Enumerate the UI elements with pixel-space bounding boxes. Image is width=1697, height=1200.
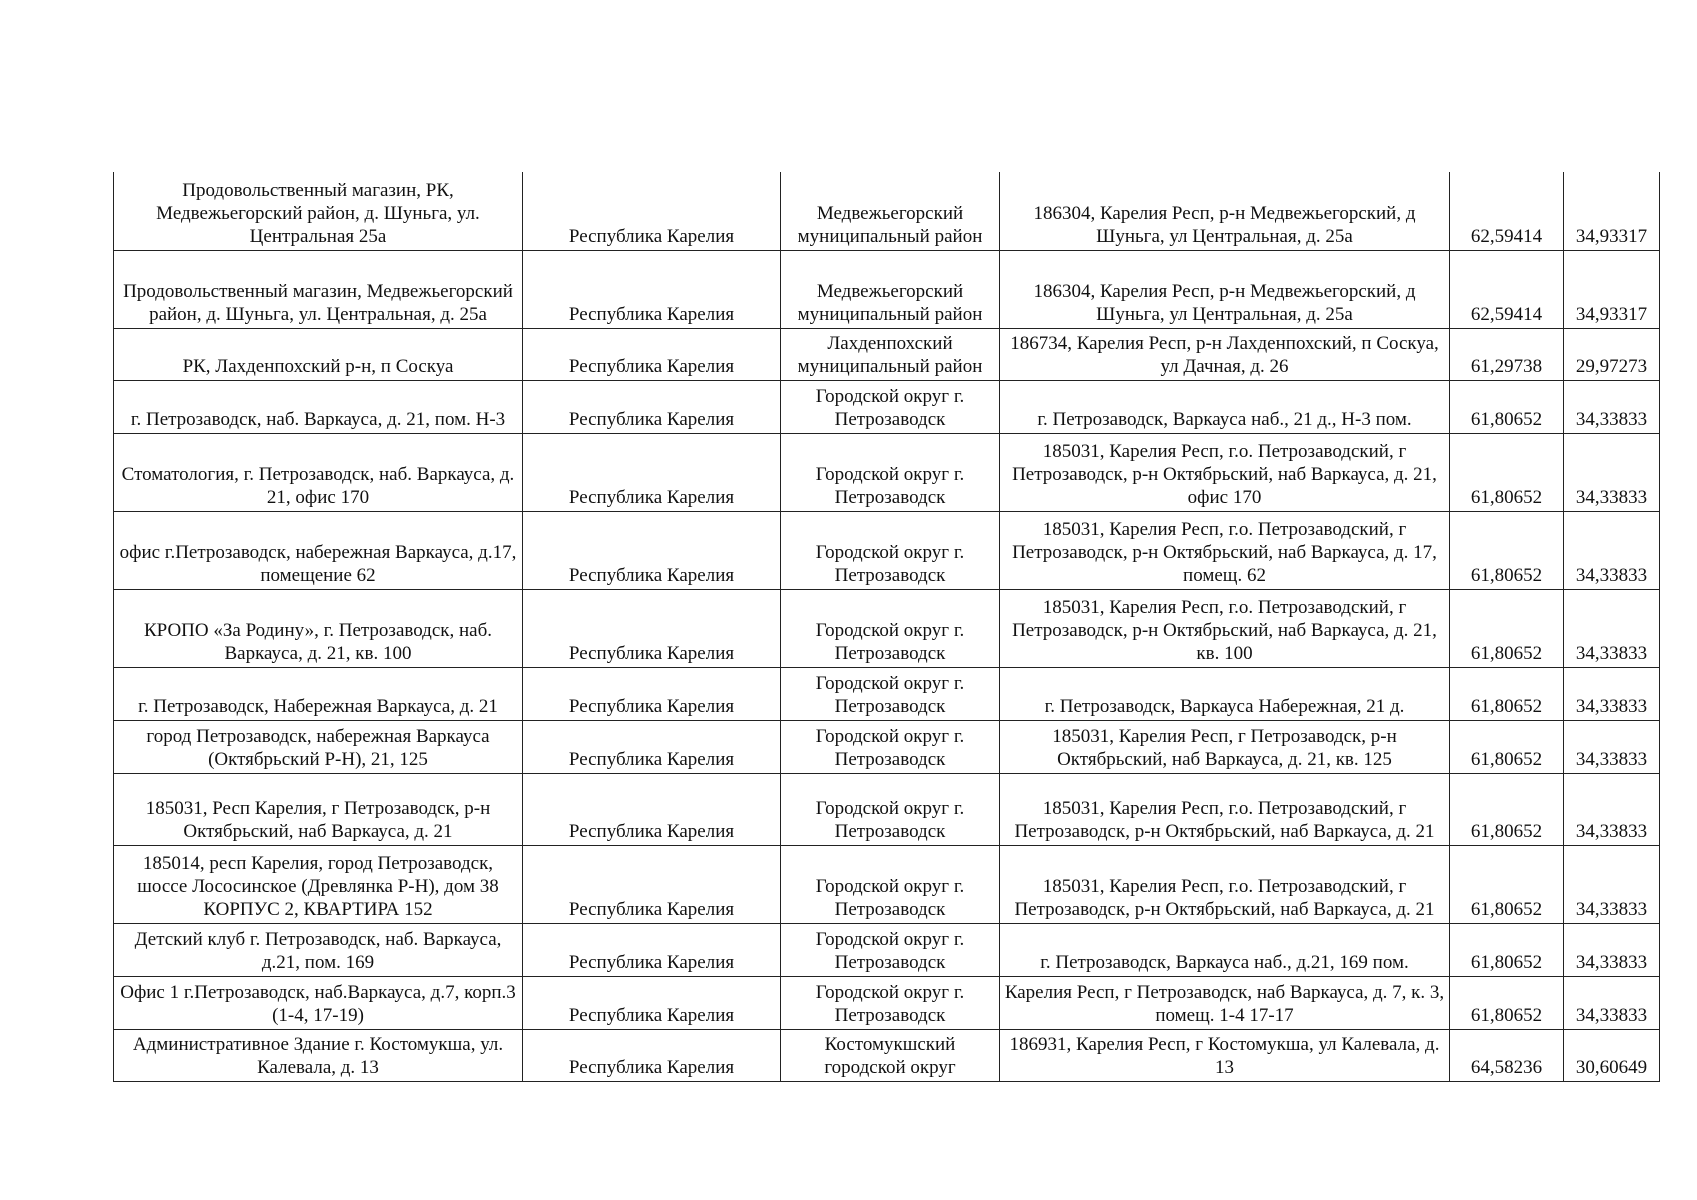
object-name-cell: КРОПО «За Родину», г. Петрозаводск, наб. Варкауса, д. 21, кв. 100: [114, 589, 523, 667]
address-cell: 185031, Карелия Респ, г.о. Петрозаводский, г Петрозаводск, р-н Октябрьский, наб Варкауса, д. 21: [1000, 773, 1450, 845]
object-name-cell: Продовольственный магазин, Медвежьегорский район, д. Шуньга, ул. Центральная, д. 25а: [114, 250, 523, 328]
latitude-cell: 61,80652: [1450, 720, 1564, 773]
address-table: [113, 172, 1660, 1082]
region-cell: Республика Карелия: [523, 845, 781, 923]
latitude-cell: 61,80652: [1450, 667, 1564, 720]
address-cell: 186931, Карелия Респ, г Костомукша, ул Калевала, д. 13: [1000, 1029, 1450, 1081]
municipality-cell: Городской округ г. Петрозаводск: [781, 380, 1000, 433]
municipality-cell: Городской округ г. Петрозаводск: [781, 773, 1000, 845]
table-row: [114, 773, 1660, 845]
longitude-cell: 34,33833: [1564, 667, 1660, 720]
object-name-cell: г. Петрозаводск, Набережная Варкауса, д. 21: [114, 667, 523, 720]
object-name-cell: 185014, респ Карелия, город Петрозаводск, шоссе Лососинское (Древлянка Р-Н), дом 38 КОРПУС 2, КВАРТИРА 152: [114, 845, 523, 923]
longitude-cell: 34,33833: [1564, 923, 1660, 976]
table-row: [114, 328, 1660, 380]
municipality-cell: Костомукшский городской округ: [781, 1029, 1000, 1081]
object-name-cell: Стоматология, г. Петрозаводск, наб. Варкауса, д. 21, офис 170: [114, 433, 523, 511]
latitude-cell: 61,80652: [1450, 923, 1564, 976]
municipality-cell: Городской округ г. Петрозаводск: [781, 511, 1000, 589]
latitude-cell: 61,80652: [1450, 976, 1564, 1029]
municipality-cell: Медвежьегорский муниципальный район: [781, 250, 1000, 328]
object-name-cell: Офис 1 г.Петрозаводск, наб.Варкауса, д.7, корп.3 (1-4, 17-19): [114, 976, 523, 1029]
address-cell: Карелия Респ, г Петрозаводск, наб Варкауса, д. 7, к. 3, помещ. 1-4 17-17: [1000, 976, 1450, 1029]
latitude-cell: 61,80652: [1450, 845, 1564, 923]
object-name-cell: г. Петрозаводск, наб. Варкауса, д. 21, пом. Н-3: [114, 380, 523, 433]
address-cell: 186734, Карелия Респ, р-н Лахденпохский, п Соскуа, ул Дачная, д. 26: [1000, 328, 1450, 380]
latitude-cell: 61,80652: [1450, 380, 1564, 433]
table-row: [114, 667, 1660, 720]
region-cell: Республика Карелия: [523, 923, 781, 976]
longitude-cell: 34,33833: [1564, 589, 1660, 667]
longitude-cell: 34,93317: [1564, 250, 1660, 328]
region-cell: Республика Карелия: [523, 773, 781, 845]
object-name-cell: 185031, Респ Карелия, г Петрозаводск, р-н Октябрьский, наб Варкауса, д. 21: [114, 773, 523, 845]
address-cell: 185031, Карелия Респ, г.о. Петрозаводский, г Петрозаводск, р-н Октябрьский, наб Варкауса, д. 21, кв. 100: [1000, 589, 1450, 667]
longitude-cell: 29,97273: [1564, 328, 1660, 380]
region-cell: Республика Карелия: [523, 380, 781, 433]
table-row: [114, 976, 1660, 1029]
region-cell: Республика Карелия: [523, 433, 781, 511]
latitude-cell: 62,59414: [1450, 172, 1564, 250]
longitude-cell: 30,60649: [1564, 1029, 1660, 1081]
municipality-cell: Городской округ г. Петрозаводск: [781, 589, 1000, 667]
region-cell: Республика Карелия: [523, 667, 781, 720]
address-cell: 185031, Карелия Респ, г Петрозаводск, р-н Октябрьский, наб Варкауса, д. 21, кв. 125: [1000, 720, 1450, 773]
address-cell: г. Петрозаводск, Варкауса наб., 21 д., Н-3 пом.: [1000, 380, 1450, 433]
address-cell: 186304, Карелия Респ, р-н Медвежьегорский, д Шуньга, ул Центральная, д. 25а: [1000, 250, 1450, 328]
address-cell: 185031, Карелия Респ, г.о. Петрозаводский, г Петрозаводск, р-н Октябрьский, наб Варкауса, д. 21: [1000, 845, 1450, 923]
region-cell: Республика Карелия: [523, 720, 781, 773]
region-cell: Республика Карелия: [523, 589, 781, 667]
table-row: [114, 250, 1660, 328]
municipality-cell: Городской округ г. Петрозаводск: [781, 667, 1000, 720]
municipality-cell: Городской округ г. Петрозаводск: [781, 433, 1000, 511]
object-name-cell: Продовольственный магазин, РК, Медвежьегорский район, д. Шуньга, ул. Центральная 25а: [114, 172, 523, 250]
municipality-cell: Городской округ г. Петрозаводск: [781, 976, 1000, 1029]
municipality-cell: Городской округ г. Петрозаводск: [781, 845, 1000, 923]
longitude-cell: 34,33833: [1564, 720, 1660, 773]
longitude-cell: 34,33833: [1564, 433, 1660, 511]
region-cell: Республика Карелия: [523, 511, 781, 589]
address-cell: 186304, Карелия Респ, р-н Медвежьегорский, д Шуньга, ул Центральная, д. 25а: [1000, 172, 1450, 250]
longitude-cell: 34,93317: [1564, 172, 1660, 250]
latitude-cell: 61,80652: [1450, 433, 1564, 511]
table-row: [114, 589, 1660, 667]
object-name-cell: город Петрозаводск, набережная Варкауса (Октябрьский Р-Н), 21, 125: [114, 720, 523, 773]
address-cell: г. Петрозаводск, Варкауса Набережная, 21 д.: [1000, 667, 1450, 720]
table-body: [114, 172, 1660, 1081]
object-name-cell: РК, Лахденпохский р-н, п Соскуа: [114, 328, 523, 380]
longitude-cell: 34,33833: [1564, 773, 1660, 845]
table-row: [114, 923, 1660, 976]
municipality-cell: Медвежьегорский муниципальный район: [781, 172, 1000, 250]
address-cell: г. Петрозаводск, Варкауса наб., д.21, 169 пом.: [1000, 923, 1450, 976]
latitude-cell: 61,80652: [1450, 773, 1564, 845]
table-row: [114, 433, 1660, 511]
municipality-cell: Лахденпохский муниципальный район: [781, 328, 1000, 380]
table-row: [114, 172, 1660, 250]
municipality-cell: Городской округ г. Петрозаводск: [781, 923, 1000, 976]
latitude-cell: 61,80652: [1450, 511, 1564, 589]
address-cell: 185031, Карелия Респ, г.о. Петрозаводский, г Петрозаводск, р-н Октябрьский, наб Варкауса, д. 21, офис 170: [1000, 433, 1450, 511]
longitude-cell: 34,33833: [1564, 845, 1660, 923]
table-row: [114, 1029, 1660, 1081]
table-row: [114, 511, 1660, 589]
table-row: [114, 720, 1660, 773]
latitude-cell: 61,29738: [1450, 328, 1564, 380]
longitude-cell: 34,33833: [1564, 511, 1660, 589]
table-row: [114, 380, 1660, 433]
address-cell: 185031, Карелия Респ, г.о. Петрозаводский, г Петрозаводск, р-н Октябрьский, наб Варкауса, д. 17, помещ. 62: [1000, 511, 1450, 589]
table-row: [114, 845, 1660, 923]
region-cell: Республика Карелия: [523, 976, 781, 1029]
region-cell: Республика Карелия: [523, 172, 781, 250]
object-name-cell: Административное Здание г. Костомукша, ул. Калевала, д. 13: [114, 1029, 523, 1081]
latitude-cell: 64,58236: [1450, 1029, 1564, 1081]
latitude-cell: 61,80652: [1450, 589, 1564, 667]
latitude-cell: 62,59414: [1450, 250, 1564, 328]
region-cell: Республика Карелия: [523, 250, 781, 328]
object-name-cell: Детский клуб г. Петрозаводск, наб. Варкауса, д.21, пом. 169: [114, 923, 523, 976]
longitude-cell: 34,33833: [1564, 380, 1660, 433]
longitude-cell: 34,33833: [1564, 976, 1660, 1029]
region-cell: Республика Карелия: [523, 328, 781, 380]
municipality-cell: Городской округ г. Петрозаводск: [781, 720, 1000, 773]
region-cell: Республика Карелия: [523, 1029, 781, 1081]
object-name-cell: офис г.Петрозаводск, набережная Варкауса, д.17, помещение 62: [114, 511, 523, 589]
